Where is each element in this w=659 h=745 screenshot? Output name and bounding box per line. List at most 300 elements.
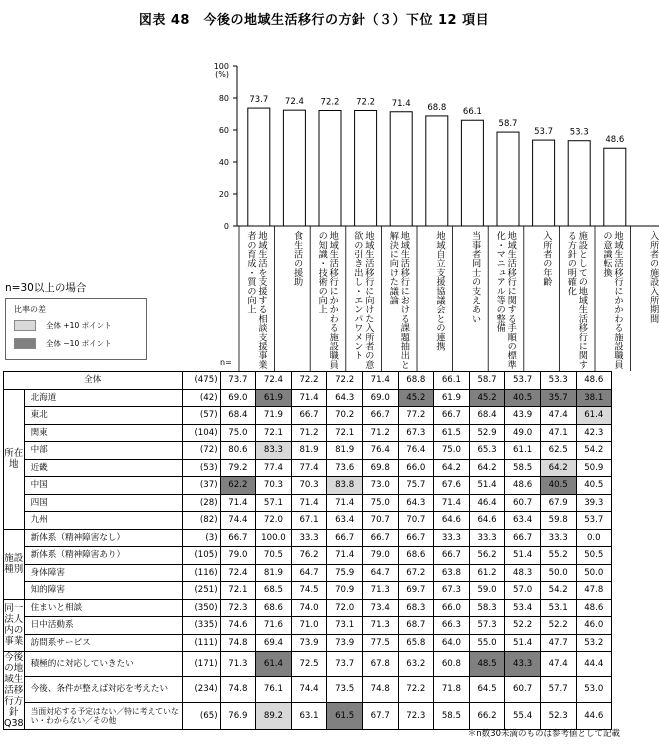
table-cell: 64.2 xyxy=(540,459,576,477)
table-cell: 77.4 xyxy=(256,459,292,477)
table-cell: 65.3 xyxy=(469,442,505,460)
table-cell: 45.2 xyxy=(469,389,505,407)
table-cell: 80.6 xyxy=(220,442,256,460)
chart-title: 図表 48 今後の地域生活移行の方針（３）下位 12 項目 xyxy=(138,13,490,28)
group-label: 施設種別 xyxy=(4,529,25,599)
table-cell: 63.2 xyxy=(398,652,434,677)
table-cell: 74.6 xyxy=(220,617,256,635)
table-cell: 49.0 xyxy=(505,424,541,442)
bar-value-label: 72.4 xyxy=(284,97,304,108)
table-cell: 57.0 xyxy=(505,582,541,600)
table-cell: 79.0 xyxy=(362,547,398,565)
table-cell: 75.0 xyxy=(434,442,470,460)
table-row xyxy=(4,477,612,495)
bar-value-label: 58.7 xyxy=(498,119,518,130)
row-label: 全体 xyxy=(4,372,183,390)
table-cell: 76.4 xyxy=(362,442,398,460)
table-cell: 57.3 xyxy=(469,617,505,635)
table-row xyxy=(4,512,612,530)
table-cell: 73.7 xyxy=(220,372,256,390)
table-cell: 81.9 xyxy=(327,442,363,460)
table-cell: 48.6 xyxy=(505,477,541,495)
table-row xyxy=(4,599,612,617)
table-row xyxy=(4,617,612,635)
table-cell: 51.4 xyxy=(505,547,541,565)
group-label: 所在地 xyxy=(4,389,25,529)
legend-low-swatch xyxy=(14,338,36,349)
y-tick-label: 0 xyxy=(223,222,229,231)
table-cell: 72.2 xyxy=(291,372,327,390)
row-n: (251) xyxy=(182,582,220,600)
table-cell: 60.7 xyxy=(505,677,541,702)
table-cell: 74.8 xyxy=(220,677,256,702)
table-cell: 71.9 xyxy=(256,407,292,425)
bar xyxy=(248,108,270,226)
table-cell: 72.1 xyxy=(256,424,292,442)
table-row xyxy=(4,389,612,407)
category-label: 施設としての地域生活移行に関する方針の明確化 xyxy=(565,231,588,369)
table-cell: 76.1 xyxy=(256,677,292,702)
table-cell: 53.3 xyxy=(540,372,576,390)
table-cell: 66.7 xyxy=(362,407,398,425)
table-cell: 52.9 xyxy=(469,424,505,442)
bar-value-label: 72.2 xyxy=(320,97,340,108)
table-cell: 70.2 xyxy=(327,407,363,425)
table-cell: 50.0 xyxy=(576,564,612,582)
table-cell: 42.3 xyxy=(576,424,612,442)
row-n: (475) xyxy=(182,372,220,390)
table-row xyxy=(4,459,612,477)
bar xyxy=(497,132,519,226)
table-cell: 68.4 xyxy=(220,407,256,425)
table-cell: 64.7 xyxy=(362,564,398,582)
row-n: (116) xyxy=(182,564,220,582)
category-label: 当事者同士の支えあい xyxy=(469,231,481,323)
table-cell: 73.5 xyxy=(327,677,363,702)
table-cell: 73.4 xyxy=(362,599,398,617)
table-row xyxy=(4,582,612,600)
row-n: (111) xyxy=(182,634,220,652)
table-cell: 66.2 xyxy=(469,702,505,729)
y-tick-label: 40 xyxy=(218,158,229,167)
table-cell: 70.7 xyxy=(398,512,434,530)
table-cell: 60.7 xyxy=(505,494,541,512)
table-cell: 68.4 xyxy=(469,407,505,425)
row-label: 身体障害 xyxy=(24,564,182,582)
table-cell: 68.5 xyxy=(256,582,292,600)
table-row xyxy=(4,677,612,702)
table-cell: 68.3 xyxy=(398,599,434,617)
table-cell: 55.0 xyxy=(469,634,505,652)
table-cell: 61.5 xyxy=(434,424,470,442)
table-cell: 70.5 xyxy=(256,547,292,565)
bar xyxy=(319,110,341,226)
table-cell: 51.4 xyxy=(505,634,541,652)
table-cell: 43.9 xyxy=(505,407,541,425)
bar xyxy=(533,140,555,226)
table-cell: 46.0 xyxy=(576,617,612,635)
bar-value-label: 48.6 xyxy=(605,135,625,146)
table-cell: 72.1 xyxy=(327,424,363,442)
table-cell: 53.7 xyxy=(576,512,612,530)
table-cell: 71.4 xyxy=(327,494,363,512)
table-cell: 52.2 xyxy=(540,617,576,635)
row-n: (72) xyxy=(182,442,220,460)
table-cell: 48.5 xyxy=(469,652,505,677)
table-cell: 66.7 xyxy=(434,407,470,425)
row-label: 当面対応する予定はない／特に考えていない・わからない／その他 xyxy=(24,702,182,729)
row-label: 北海道 xyxy=(24,389,182,407)
table-cell: 57.1 xyxy=(256,494,292,512)
table-cell: 72.5 xyxy=(291,652,327,677)
table-cell: 56.2 xyxy=(469,547,505,565)
n30-note: n=30以上の場合 xyxy=(5,282,87,294)
table-cell: 66.7 xyxy=(362,529,398,547)
category-label: 入所者の施設入所期間 xyxy=(647,231,659,323)
row-n: (335) xyxy=(182,617,220,635)
table-cell: 52.3 xyxy=(540,702,576,729)
table-cell: 50.5 xyxy=(576,547,612,565)
table-cell: 44.4 xyxy=(576,652,612,677)
table-cell: 73.9 xyxy=(327,634,363,652)
bar-value-label: 71.4 xyxy=(391,98,411,109)
table-cell: 47.8 xyxy=(576,582,612,600)
row-n: (234) xyxy=(182,677,220,702)
table-cell: 47.1 xyxy=(540,424,576,442)
table-cell: 63.4 xyxy=(505,512,541,530)
table-row xyxy=(4,529,612,547)
legend-high-label: 全体 +10 ポイント xyxy=(46,321,112,330)
table-cell: 33.3 xyxy=(469,529,505,547)
row-n: (82) xyxy=(182,512,220,530)
table-cell: 79.0 xyxy=(220,547,256,565)
table-cell: 71.4 xyxy=(327,547,363,565)
table-cell: 74.5 xyxy=(291,582,327,600)
table-cell: 63.8 xyxy=(434,564,470,582)
row-n: (42) xyxy=(182,389,220,407)
table-cell: 55.4 xyxy=(505,702,541,729)
table-cell: 46.4 xyxy=(469,494,505,512)
table-cell: 71.2 xyxy=(362,424,398,442)
category-label: 食生活の援助 xyxy=(291,231,303,287)
footnote: ＊n数30未満のものは参考値として記載 xyxy=(467,729,620,739)
table-row xyxy=(4,702,612,729)
table-cell: 77.2 xyxy=(398,407,434,425)
category-label: 地域生活移行にかかわる施設職員の意識転換 xyxy=(601,231,623,369)
table-cell: 66.7 xyxy=(434,547,470,565)
table-cell: 72.4 xyxy=(220,564,256,582)
table-cell: 47.4 xyxy=(540,652,576,677)
table-cell: 81.9 xyxy=(291,442,327,460)
table-cell: 74.8 xyxy=(220,634,256,652)
table-cell: 40.5 xyxy=(505,389,541,407)
table-cell: 70.7 xyxy=(362,512,398,530)
table-cell: 62.2 xyxy=(220,477,256,495)
row-label: 今後、条件が整えば対応を考えたい xyxy=(24,677,182,702)
table-row xyxy=(4,442,612,460)
table-cell: 64.6 xyxy=(469,512,505,530)
table-cell: 72.3 xyxy=(220,599,256,617)
table-cell: 44.6 xyxy=(576,702,612,729)
table-cell: 83.3 xyxy=(256,442,292,460)
category-label: 地域生活移行における課題抽出と解決に向けた議論 xyxy=(387,231,410,369)
table-cell: 55.2 xyxy=(540,547,576,565)
table-cell: 66.0 xyxy=(434,599,470,617)
table-cell: 71.4 xyxy=(362,372,398,390)
table-cell: 71.4 xyxy=(291,389,327,407)
legend-low-label: 全体 −10 ポイント xyxy=(46,339,112,348)
category-label: 入所者の年齢 xyxy=(540,231,552,287)
table-row xyxy=(4,494,612,512)
bar-value-label: 53.7 xyxy=(534,127,554,138)
row-n: (37) xyxy=(182,477,220,495)
legend xyxy=(5,298,147,360)
row-label: 九州 xyxy=(24,512,182,530)
table-cell: 75.9 xyxy=(327,564,363,582)
table-cell: 53.0 xyxy=(576,677,612,702)
table-cell: 68.7 xyxy=(398,617,434,635)
row-n: (105) xyxy=(182,547,220,565)
table-cell: 69.4 xyxy=(256,634,292,652)
table-cell: 89.2 xyxy=(256,702,292,729)
y-tick-label: 100 xyxy=(213,62,229,71)
table-row xyxy=(4,424,612,442)
bar xyxy=(461,120,483,226)
y-tick-label: 80 xyxy=(218,94,229,103)
bar xyxy=(283,110,305,226)
table-cell: 48.6 xyxy=(576,599,612,617)
table-cell: 33.3 xyxy=(434,529,470,547)
table-cell: 45.2 xyxy=(398,389,434,407)
table-cell: 66.3 xyxy=(434,617,470,635)
table-cell: 61.9 xyxy=(256,389,292,407)
table-cell: 73.1 xyxy=(327,617,363,635)
table-cell: 53.7 xyxy=(505,372,541,390)
category-label: 地域生活移行にかかわる施設職員の知識・技術の向上 xyxy=(316,231,339,369)
table-cell: 50.0 xyxy=(540,564,576,582)
table-cell: 43.3 xyxy=(505,652,541,677)
table-cell: 59.8 xyxy=(540,512,576,530)
table-cell: 71.8 xyxy=(434,677,470,702)
bar-value-label: 73.7 xyxy=(249,95,269,106)
bar xyxy=(568,141,590,226)
table-cell: 48.6 xyxy=(576,372,612,390)
table-cell: 79.2 xyxy=(220,459,256,477)
category-label: 地域生活移行に関する手順の標準化・マニュアル等の整備 xyxy=(494,231,517,369)
table-cell: 66.7 xyxy=(220,529,256,547)
table-cell: 72.3 xyxy=(398,702,434,729)
table-cell: 83.8 xyxy=(327,477,363,495)
table-cell: 50.9 xyxy=(576,459,612,477)
bar xyxy=(604,148,626,226)
table-cell: 58.7 xyxy=(469,372,505,390)
group-label: 今後の地域生活移行方針Q38 xyxy=(4,652,24,729)
table-cell: 74.0 xyxy=(291,599,327,617)
table-cell: 72.0 xyxy=(256,512,292,530)
table-cell: 52.2 xyxy=(505,617,541,635)
table-cell: 67.2 xyxy=(398,564,434,582)
table-row xyxy=(4,564,612,582)
table-cell: 61.2 xyxy=(469,564,505,582)
table-cell: 73.7 xyxy=(327,652,363,677)
table-cell: 71.3 xyxy=(220,652,256,677)
bar xyxy=(355,110,377,226)
table-cell: 64.5 xyxy=(469,677,505,702)
table-cell: 68.6 xyxy=(256,599,292,617)
table-cell: 75.7 xyxy=(398,477,434,495)
table-cell: 66.7 xyxy=(505,529,541,547)
table-cell: 66.7 xyxy=(291,407,327,425)
table-cell: 0.0 xyxy=(576,529,612,547)
row-label: 新体系（精神障害あり） xyxy=(24,547,182,565)
row-n: (104) xyxy=(182,424,220,442)
row-n: (28) xyxy=(182,494,220,512)
table-cell: 63.1 xyxy=(291,702,327,729)
table-cell: 69.8 xyxy=(362,459,398,477)
table-cell: 69.0 xyxy=(362,389,398,407)
bar-value-label: 68.8 xyxy=(427,102,447,113)
table-cell: 72.2 xyxy=(327,372,363,390)
table-cell: 59.0 xyxy=(469,582,505,600)
table-cell: 64.0 xyxy=(434,634,470,652)
table-cell: 71.6 xyxy=(256,617,292,635)
table-row xyxy=(4,634,612,652)
legend-high-swatch xyxy=(14,320,36,331)
table-cell: 61.1 xyxy=(505,442,541,460)
table-cell: 61.9 xyxy=(434,389,470,407)
table-cell: 66.0 xyxy=(398,459,434,477)
table-cell: 38.1 xyxy=(576,389,612,407)
table-cell: 73.6 xyxy=(327,459,363,477)
table-cell: 67.8 xyxy=(362,652,398,677)
table-cell: 53.4 xyxy=(505,599,541,617)
table-cell: 48.3 xyxy=(505,564,541,582)
table-cell: 58.5 xyxy=(434,702,470,729)
table-cell: 76.9 xyxy=(220,702,256,729)
row-n: (350) xyxy=(182,599,220,617)
category-label: 地域自立支援協議会との連携 xyxy=(434,231,445,351)
table-cell: 67.9 xyxy=(540,494,576,512)
table-cell: 67.3 xyxy=(434,582,470,600)
table-cell: 62.5 xyxy=(540,442,576,460)
table-cell: 76.2 xyxy=(291,547,327,565)
table-row xyxy=(4,407,612,425)
table-cell: 47.4 xyxy=(540,407,576,425)
table-cell: 71.0 xyxy=(291,617,327,635)
table-cell: 64.3 xyxy=(327,389,363,407)
table-cell: 40.5 xyxy=(576,477,612,495)
row-label: 積極的に対応していきたい xyxy=(24,652,182,677)
table-cell: 67.7 xyxy=(362,702,398,729)
table-cell: 57.7 xyxy=(540,677,576,702)
bar-value-label: 66.1 xyxy=(462,107,482,118)
bar-value-label: 53.3 xyxy=(569,127,589,138)
table-cell: 65.8 xyxy=(398,634,434,652)
table-cell: 81.9 xyxy=(256,564,292,582)
row-n: (3) xyxy=(182,529,220,547)
table-cell: 74.4 xyxy=(291,677,327,702)
table-cell: 66.1 xyxy=(434,372,470,390)
table-cell: 66.7 xyxy=(327,529,363,547)
y-tick-label: 60 xyxy=(218,126,229,135)
row-label: 近畿 xyxy=(24,459,182,477)
table-cell: 77.4 xyxy=(291,459,327,477)
table-cell: 74.4 xyxy=(220,512,256,530)
table-cell: 73.9 xyxy=(291,634,327,652)
table-cell: 58.3 xyxy=(469,599,505,617)
table-cell: 71.3 xyxy=(362,582,398,600)
bar xyxy=(426,116,448,226)
table-cell: 68.6 xyxy=(398,547,434,565)
table-cell: 51.4 xyxy=(469,477,505,495)
table-row xyxy=(4,547,612,565)
row-n: (57) xyxy=(182,407,220,425)
row-label: 四国 xyxy=(24,494,182,512)
table-cell: 61.4 xyxy=(576,407,612,425)
row-n: (53) xyxy=(182,459,220,477)
table-cell: 71.4 xyxy=(220,494,256,512)
row-label: 訪問系サービス xyxy=(24,634,182,652)
row-label: 中部 xyxy=(24,442,182,460)
table-cell: 40.5 xyxy=(540,477,576,495)
table-cell: 75.0 xyxy=(362,494,398,512)
table-cell: 66.7 xyxy=(398,529,434,547)
table-cell: 73.0 xyxy=(362,477,398,495)
bar xyxy=(390,112,412,226)
table-cell: 54.2 xyxy=(540,582,576,600)
n-header: n= xyxy=(220,358,232,367)
table-row xyxy=(4,372,612,390)
row-label: 中国 xyxy=(24,477,182,495)
legend-title: 比率の差 xyxy=(14,305,46,314)
table-cell: 100.0 xyxy=(256,529,292,547)
table-cell: 67.1 xyxy=(291,512,327,530)
table-cell: 33.3 xyxy=(291,529,327,547)
row-n: (171) xyxy=(182,652,220,677)
table-cell: 64.2 xyxy=(469,459,505,477)
table-cell: 76.4 xyxy=(398,442,434,460)
table-cell: 64.2 xyxy=(434,459,470,477)
table-cell: 72.2 xyxy=(398,677,434,702)
table-cell: 71.4 xyxy=(434,494,470,512)
table-cell: 54.2 xyxy=(576,442,612,460)
table-cell: 64.7 xyxy=(291,564,327,582)
row-label: 東北 xyxy=(24,407,182,425)
table-cell: 74.8 xyxy=(362,677,398,702)
table-cell: 75.0 xyxy=(220,424,256,442)
category-label: 地域生活を支援する相談支援事業者の育成・質の向上 xyxy=(245,231,267,369)
table-cell: 71.4 xyxy=(291,494,327,512)
table-cell: 77.5 xyxy=(362,634,398,652)
table-cell: 67.3 xyxy=(398,424,434,442)
table-cell: 70.9 xyxy=(327,582,363,600)
table-cell: 63.4 xyxy=(327,512,363,530)
data-table xyxy=(3,371,612,730)
row-label: 日中活動系 xyxy=(24,617,182,635)
table-cell: 72.0 xyxy=(327,599,363,617)
y-tick-label: 20 xyxy=(218,190,229,199)
table-cell: 35.7 xyxy=(540,389,576,407)
table-cell: 53.2 xyxy=(576,634,612,652)
row-label: 知的障害 xyxy=(24,582,182,600)
table-cell: 64.6 xyxy=(434,512,470,530)
group-label: 同一法人内の事業 xyxy=(4,599,25,652)
row-n: (65) xyxy=(182,702,220,729)
table-cell: 64.3 xyxy=(398,494,434,512)
category-label: 地域生活移行に向けた入所者の意欲の引き出し・エンパワメント xyxy=(351,231,374,369)
row-label: 関東 xyxy=(24,424,182,442)
table-cell: 69.7 xyxy=(398,582,434,600)
